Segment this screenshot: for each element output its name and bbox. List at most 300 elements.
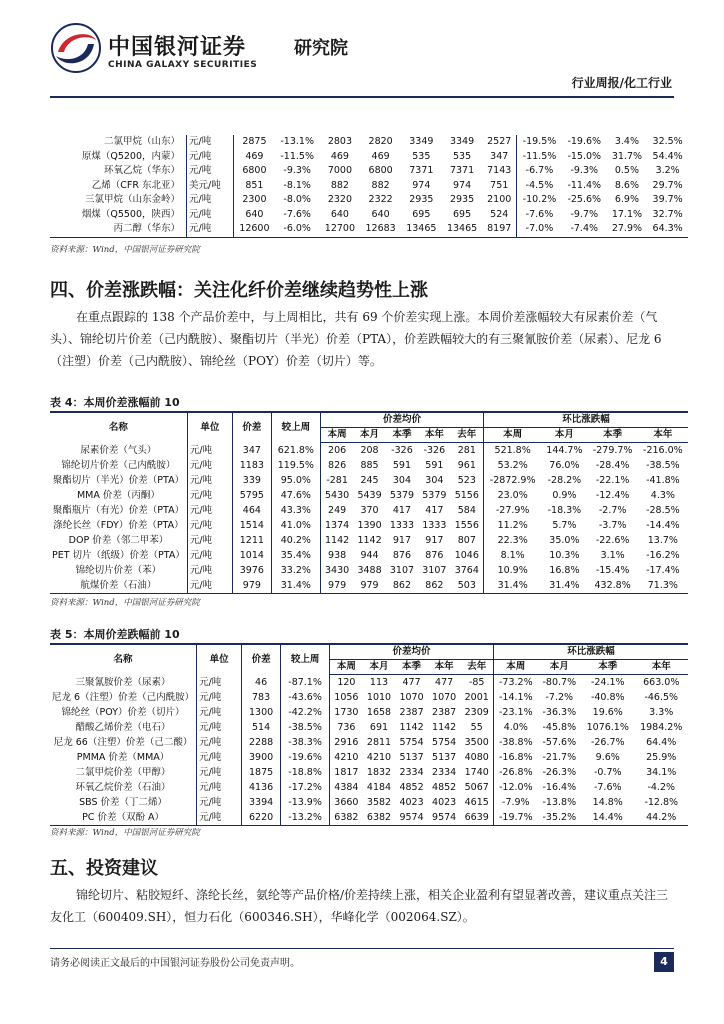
logo-english-name: CHINA GALAXY SECURITIES (108, 60, 258, 70)
table-cell: 862 (425, 580, 444, 591)
table-row (50, 705, 688, 720)
table-cell: -22.1% (595, 475, 630, 486)
table-cell: 元/吨 (197, 720, 242, 735)
table-cell: 8.1% (500, 550, 525, 561)
col-spread: 价差 (242, 644, 281, 675)
col-wow: 较上周 (271, 412, 320, 443)
table-cell: 5430 (325, 490, 350, 501)
table-cell: 3.2% (655, 165, 680, 176)
table-cell: 974 (412, 179, 431, 191)
table-cell: 1730 (334, 707, 359, 718)
table-cell: -42.2% (281, 705, 330, 720)
table4-caption: 表 4：本周价差涨幅前 10 (50, 396, 180, 409)
table-cell: 1142 (432, 722, 457, 733)
table-cell: 503 (451, 578, 484, 594)
table-cell: 元/吨 (197, 765, 242, 780)
table-cell: -19.7% (499, 812, 533, 823)
table-row (50, 503, 688, 518)
table-cell: 1390 (357, 520, 382, 531)
table-cell: 2803 (327, 136, 352, 147)
table-cell: -19.6% (567, 136, 602, 147)
table-cell: -15.4% (595, 565, 630, 576)
table-cell: 695 (452, 208, 472, 220)
table-cell: 6.9% (614, 194, 639, 205)
table-cell: 2334 (399, 767, 424, 778)
table-cell: 736 (337, 722, 356, 733)
table-cell: -73.2% (499, 677, 533, 688)
col-last-year: 去年 (460, 660, 493, 675)
table-cell: 元/吨 (187, 488, 232, 503)
table-cell: 27.9% (607, 222, 648, 237)
table-cell: 6639 (460, 810, 493, 826)
table-row (50, 563, 688, 578)
table-cell: 2100 (482, 193, 516, 208)
table-cell: 469 (245, 150, 264, 162)
table-cell: -14.1% (499, 692, 533, 703)
row-name-cell: 原煤（Q5200，内蒙） (50, 150, 187, 165)
table-row (50, 795, 688, 810)
row-name-cell: DOP 价差（邻二甲苯） (50, 533, 187, 548)
table-row (50, 765, 688, 780)
table-cell: 2300 (242, 194, 267, 205)
table-cell: 美元/吨 (187, 179, 234, 194)
table-cell: 5754 (432, 737, 457, 748)
table-cell: 元/吨 (197, 810, 242, 826)
row-name-cell: 乙烯（CFR 东北亚） (50, 179, 187, 194)
table-cell: 31.4% (271, 578, 320, 594)
table-cell: 961 (451, 458, 484, 473)
table-cell: 4852 (399, 782, 424, 793)
col-chg-quarter: 本季 (588, 428, 638, 443)
table-cell: -13.2% (281, 810, 330, 826)
table-cell: 12600 (234, 222, 275, 237)
table-cell: 元/吨 (187, 473, 232, 488)
table-cell: 1142 (399, 722, 424, 733)
table-cell: -43.6% (281, 690, 330, 705)
table-cell: -18.3% (547, 505, 582, 516)
col-name: 名称 (50, 644, 197, 675)
table-cell: -26.3% (542, 767, 577, 778)
table-cell: 44.2% (646, 812, 677, 823)
table-cell: 元/吨 (187, 458, 232, 473)
table-cell: 1056 (334, 692, 359, 703)
table-cell: -27.9% (495, 505, 530, 516)
table-row (50, 518, 688, 533)
table-cell: 4.0% (503, 722, 528, 733)
table-cell: -7.6% (283, 208, 311, 220)
table-cell: 3430 (325, 565, 350, 576)
table-cell: 347 (482, 150, 516, 165)
table-cell: 2309 (460, 705, 493, 720)
table-cell: 元/吨 (187, 193, 234, 208)
table-cell: 16.8% (549, 565, 580, 576)
table-cell: 417 (392, 505, 412, 516)
table5-source: 资料来源：Wind，中国银河证券研究院 (50, 828, 200, 838)
table-cell: 851 (245, 179, 264, 191)
table-cell: 885 (360, 460, 379, 471)
table-cell: 7000 (327, 165, 352, 176)
table-cell: 17.1% (611, 208, 643, 220)
table-cell: 25.9% (646, 752, 677, 763)
table-cell: 35.0% (549, 535, 580, 546)
spread-loss-top10-table (50, 643, 688, 826)
table-cell: -16.4% (542, 782, 577, 793)
row-name-cell: 三聚氰胺价差（尿素） (50, 675, 197, 691)
table-cell: 32.7% (652, 208, 683, 220)
group-chg: 环比涨跌幅 (494, 644, 688, 660)
table-cell: -8.0% (283, 194, 311, 205)
col-wow: 较上周 (281, 644, 330, 675)
table-cell: 514 (242, 720, 281, 735)
table-cell: 640 (245, 208, 264, 220)
table-row (50, 735, 688, 750)
table-cell: 5137 (432, 752, 457, 763)
col-chg-quarter: 本季 (581, 660, 634, 675)
table-cell: -4.2% (647, 782, 676, 793)
table-cell: 206 (328, 445, 347, 456)
table-row (50, 690, 688, 705)
section4-title: 四、价差涨跌幅：关注化纤价差继续趋势性上涨 (50, 280, 428, 301)
table-cell: 2875 (242, 136, 267, 147)
table-cell: -45.8% (542, 722, 577, 733)
table-cell: 元/吨 (197, 705, 242, 720)
row-name-cell: 二氯甲烷（山东） (50, 135, 187, 150)
table-cell: -13.9% (281, 795, 330, 810)
table-cell: -19.5% (522, 136, 557, 147)
table-cell: 591 (392, 460, 412, 471)
row-name-cell: PET 切片（纸级）价差（PTA） (50, 548, 187, 563)
row-name-cell: MMA 价差（丙酮） (50, 488, 187, 503)
table-cell: 8.6% (614, 179, 639, 191)
table-cell: 元/吨 (187, 222, 234, 237)
table-row (50, 675, 688, 691)
row-name-cell: 丙二醇（华东） (50, 222, 187, 237)
table-cell: 979 (232, 578, 271, 594)
section5-paragraph: 锦纶切片、粘胶短纤、涤纶长丝，氨纶等产品价格/价差持续上涨，相关企业盈利有望显著改善，建议重点关注三友化工（600409.SH），恒力石化（600346.SH），华峰化学（002064.SZ）。 (50, 888, 669, 924)
table-row (50, 810, 688, 826)
table-cell: 2387 (432, 707, 457, 718)
col-last-year: 去年 (451, 428, 484, 443)
group-avg: 价差均价 (320, 412, 483, 428)
table-cell: 2935 (409, 194, 434, 205)
table-cell: 783 (242, 690, 281, 705)
table-cell: 元/吨 (187, 150, 234, 165)
table-cell: -38.3% (281, 735, 330, 750)
table-cell: 元/吨 (187, 518, 232, 533)
table-cell: 6800 (368, 165, 393, 176)
table-cell: -326 (423, 445, 446, 456)
table-cell: 35.4% (271, 548, 320, 563)
table-cell: 1740 (460, 765, 493, 780)
col-year: 本年 (418, 428, 450, 443)
table-cell: 19.6% (592, 707, 623, 718)
col-month: 本月 (353, 428, 385, 443)
row-name-cell: 锦纶切片价差（己内酰胺） (50, 458, 187, 473)
col-unit: 单位 (187, 412, 232, 443)
table-cell: 23.0% (497, 490, 528, 501)
row-name-cell: 锦纶丝（POY）价差（切片） (50, 705, 197, 720)
table-cell: 元/吨 (187, 578, 232, 594)
col-week: 本周 (320, 428, 353, 443)
table-cell: 2322 (368, 194, 393, 205)
table-cell: -9.3% (283, 165, 311, 176)
page-number: 4 (654, 952, 674, 972)
table-cell: -40.8% (590, 692, 625, 703)
table-cell: 3660 (334, 797, 359, 808)
table-cell: 524 (482, 208, 516, 223)
section5-title: 五、投资建议 (50, 858, 158, 879)
col-name: 名称 (50, 412, 187, 443)
table-cell: 2334 (432, 767, 457, 778)
table-cell: -57.6% (542, 737, 577, 748)
table-cell: 4023 (399, 797, 424, 808)
table-cell: 2387 (399, 707, 424, 718)
table-cell: 3488 (357, 565, 382, 576)
table-cell: 917 (425, 535, 444, 546)
table-cell: 1010 (366, 692, 392, 703)
col-chg-year: 本年 (634, 660, 688, 675)
table-cell: 0.5% (614, 165, 639, 176)
table-cell: 9.6% (595, 752, 620, 763)
table-cell: 944 (360, 550, 379, 561)
table-cell: 1832 (366, 767, 392, 778)
table-cell: 1070 (432, 692, 457, 703)
table-row (50, 720, 688, 735)
table-cell: 7143 (482, 164, 516, 179)
table-cell: -6.0% (275, 222, 320, 237)
table-cell: 64.4% (646, 737, 677, 748)
table-cell: 7371 (409, 165, 434, 176)
table-cell: -38.5% (646, 460, 680, 471)
table-cell: 11.2% (497, 520, 528, 531)
table-cell: -28.4% (595, 460, 630, 471)
row-name-cell: 环氧乙烷价差（石油） (50, 780, 197, 795)
table-cell: 33.2% (271, 563, 320, 578)
table-cell: 1211 (232, 533, 271, 548)
table-cell: 3900 (242, 750, 281, 765)
table-cell: -26.8% (499, 767, 533, 778)
table-cell: -80.7% (542, 677, 577, 688)
table-cell: 1014 (232, 548, 271, 563)
table-cell: -38.8% (499, 737, 533, 748)
table-cell: -28.2% (547, 475, 582, 486)
table-row (50, 150, 688, 165)
table-cell: -7.2% (545, 692, 574, 703)
galaxy-logo-icon (50, 22, 102, 74)
table-cell: -28.5% (646, 505, 680, 516)
col-week: 本周 (330, 660, 363, 675)
table-cell: -12.0% (499, 782, 533, 793)
table-cell: -326 (391, 445, 413, 456)
col-quarter: 本季 (395, 660, 428, 675)
table-cell: 1070 (399, 692, 424, 703)
table-cell: 39.7% (652, 194, 683, 205)
spread-gain-top10-table (50, 411, 688, 594)
group-avg: 价差均价 (330, 644, 494, 660)
table-row (50, 443, 688, 459)
table-cell: 640 (371, 208, 390, 220)
table-cell: -87.1% (281, 675, 330, 691)
table-cell: 元/吨 (197, 690, 242, 705)
table-cell: 元/吨 (187, 135, 234, 150)
table-row (50, 473, 688, 488)
table-cell: 477 (402, 677, 421, 688)
table-cell: -46.5% (644, 692, 679, 703)
table-cell: 64.3% (647, 222, 688, 237)
table-cell: 元/吨 (187, 164, 234, 179)
table-cell: 862 (392, 580, 412, 591)
col-year: 本年 (428, 660, 461, 675)
col-chg-year: 本年 (638, 428, 688, 443)
row-name-cell: 环氧乙烷（华东） (50, 164, 187, 179)
table-cell: 0.9% (552, 490, 577, 501)
table-cell: 663.0% (643, 677, 680, 688)
table-cell: -7.0% (517, 222, 562, 237)
table4-source: 资料来源：Wind，中国银河证券研究院 (50, 598, 200, 608)
table-cell: 1374 (325, 520, 350, 531)
table-cell: -11.5% (280, 150, 314, 162)
row-name-cell: 聚酯瓶片（有光）价差（PTA） (50, 503, 187, 518)
row-name-cell: 聚酯切片（半光）价差（PTA） (50, 473, 187, 488)
table-cell: 6800 (242, 165, 267, 176)
table-cell: 2320 (327, 194, 352, 205)
table-cell: 1556 (451, 518, 484, 533)
table-cell: -25.6% (567, 194, 602, 205)
table-cell: 2916 (334, 737, 359, 748)
table-cell: -17.4% (646, 565, 680, 576)
table-cell: -21.7% (542, 752, 577, 763)
table-cell: 32.5% (652, 136, 683, 147)
table-cell: 6382 (334, 812, 359, 823)
table-row (50, 548, 688, 563)
table-cell: 432.8% (594, 580, 631, 591)
table-cell: 281 (451, 443, 484, 459)
table-cell: 882 (371, 179, 390, 191)
table-cell: -22.6% (595, 535, 630, 546)
table-cell: 3349 (449, 136, 475, 147)
table-row (50, 578, 688, 594)
table-cell: 3976 (232, 563, 271, 578)
table-cell: 5795 (232, 488, 271, 503)
col-chg-month: 本月 (538, 660, 581, 675)
table-cell: -7.9% (502, 797, 530, 808)
table-cell: -3.7% (598, 520, 627, 531)
table-cell: 1142 (325, 535, 350, 546)
table-cell: 31.4% (549, 580, 580, 591)
table-cell: 40.2% (271, 533, 320, 548)
table-row (50, 780, 688, 795)
table-cell: 521.8% (494, 445, 531, 456)
table-cell: -2872.9% (489, 475, 536, 486)
table5-caption: 表 5：本周价差跌幅前 10 (50, 628, 180, 641)
footer-divider (50, 948, 674, 949)
table-cell: -7.6% (525, 208, 554, 220)
row-name-cell: 二氯甲烷价差（甲醇） (50, 765, 197, 780)
table-cell: -12.8% (644, 797, 679, 808)
table-cell: 2935 (449, 194, 475, 205)
table-cell: -26.7% (590, 737, 625, 748)
col-chg-month: 本月 (541, 428, 587, 443)
table-cell: 8197 (482, 222, 516, 237)
table-cell: 6382 (366, 812, 392, 823)
group-chg: 环比涨跌幅 (484, 412, 688, 428)
table-cell: 979 (360, 580, 379, 591)
table-cell: 5754 (399, 737, 424, 748)
table-cell: 4136 (242, 780, 281, 795)
table-cell: 元/吨 (187, 548, 232, 563)
table-cell: 13465 (401, 222, 442, 237)
table-cell: 31.4% (497, 580, 528, 591)
table-cell: 3.3% (649, 707, 674, 718)
table-cell: 3394 (242, 795, 281, 810)
table-cell: 5439 (357, 490, 382, 501)
col-chg-week: 本周 (484, 428, 542, 443)
table-cell: 元/吨 (197, 780, 242, 795)
row-name-cell: PC 价差（双酚 A） (50, 810, 197, 826)
row-name-cell: 烟煤（Q5500，陕西） (50, 208, 187, 223)
table-cell: 584 (451, 503, 484, 518)
table-cell: 417 (425, 505, 444, 516)
table-cell: 元/吨 (187, 503, 232, 518)
table-cell: 47.6% (271, 488, 320, 503)
table-cell: 43.3% (271, 503, 320, 518)
table-cell: -2.7% (598, 505, 627, 516)
row-name-cell: SBS 价差（丁二烯） (50, 795, 197, 810)
table-cell: 938 (328, 550, 347, 561)
table-cell: -216.0% (643, 445, 683, 456)
table-cell: -16.2% (646, 550, 680, 561)
table-cell: 119.5% (271, 458, 320, 473)
table-cell: 3107 (422, 565, 447, 576)
row-name-cell: 航煤价差（石油） (50, 578, 187, 594)
row-name-cell: 醋酸乙烯价差（电石） (50, 720, 197, 735)
table-cell: -11.4% (567, 179, 602, 191)
table-row (50, 135, 688, 150)
table-cell: 469 (371, 150, 390, 162)
table-cell: 9574 (432, 812, 457, 823)
table-cell: -15.0% (567, 150, 602, 162)
table-cell: 113 (369, 677, 389, 688)
table-cell: -9.3% (570, 165, 599, 176)
table-cell: 4.3% (650, 490, 675, 501)
table-cell: 1300 (242, 705, 281, 720)
table-cell: 2001 (460, 690, 493, 705)
table-cell: -10.2% (522, 194, 557, 205)
table-cell: 339 (232, 473, 271, 488)
table-cell: -7.6% (593, 782, 622, 793)
table-cell: 41.0% (271, 518, 320, 533)
table-cell: 14.4% (592, 812, 623, 823)
table-cell: 46 (242, 675, 281, 691)
table-cell: 4210 (334, 752, 359, 763)
table-row (50, 179, 688, 194)
table-cell: 元/吨 (187, 443, 232, 459)
table-cell: 3.4% (614, 136, 639, 147)
table-cell: 1875 (242, 765, 281, 780)
table-cell: -17.2% (281, 780, 330, 795)
company-logo (50, 22, 348, 80)
table-cell: 10.9% (497, 565, 528, 576)
table-cell: 882 (330, 179, 349, 191)
price-change-table-continued (50, 135, 688, 238)
table-cell: 1333 (422, 520, 447, 531)
col-chg-week: 本周 (494, 660, 538, 675)
table-row (50, 222, 688, 237)
table1-source: 资料来源：Wind，中国银河证券研究院 (50, 245, 200, 255)
table-cell: 691 (369, 722, 389, 733)
table-cell: 元/吨 (197, 795, 242, 810)
table-cell: 245 (360, 475, 379, 486)
